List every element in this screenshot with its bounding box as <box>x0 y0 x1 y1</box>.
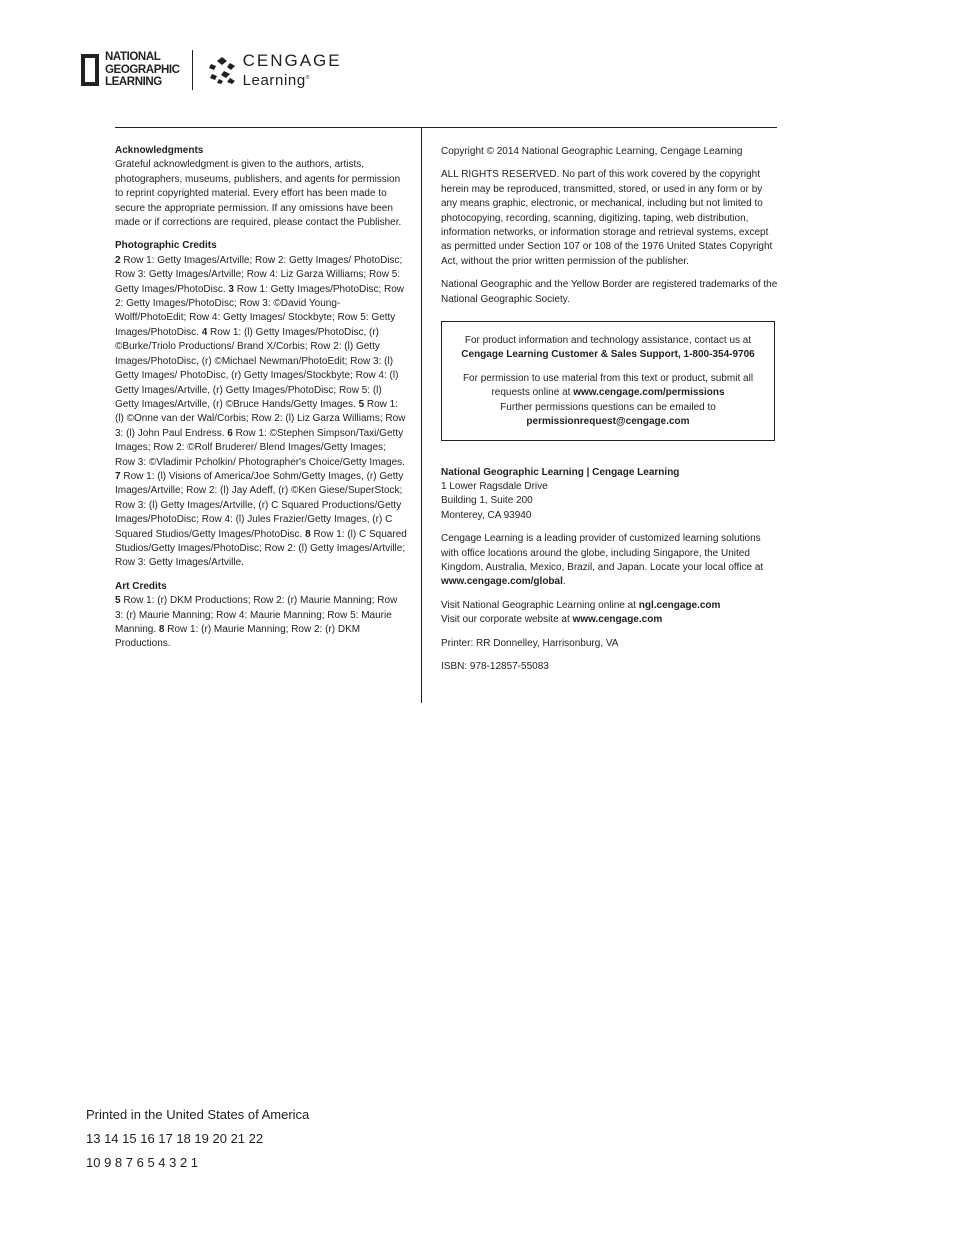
permission-request <box>452 372 764 401</box>
permissions-box <box>441 321 775 440</box>
global-office-link[interactable]: www.cengage.com/global <box>441 576 563 588</box>
email-line <box>452 415 764 429</box>
acknowledgments-section <box>115 144 407 230</box>
credit-text: Row 1: (r) DKM Productions; Row 2: (r) Maurie Manning; Row 3: (r) Maurie Manning; Row 4: Maurie Manning; Row 5: Maurie Manning. <box>115 595 398 635</box>
permission-text: For permission to use material from this text or product, submit all requests online at <box>462 372 754 399</box>
address-line: 1 Lower Ragsdale Drive <box>441 480 548 492</box>
further-questions: Further permissions questions can be emailed to <box>500 401 716 413</box>
isbn-line: ISBN: 978-12857-55083 <box>441 660 549 672</box>
credit-page-number: 6 <box>227 427 233 439</box>
yellow-border-icon <box>81 54 99 86</box>
publisher-logo <box>81 48 342 92</box>
credit-text: Row 1: (l) Getty Images/PhotoDisc, (r) ©Burke/Triolo Productions/ Brand X/Corbis; Row 2: (l) Getty Images/PhotoDisc, (r) ©Michael Newman/PhotoEdit; Row 3: (l) Getty Images/ PhotoDisc, (r) Getty Images/Stockbyte; Row 4: (l) Getty Images/Artville, (r) Getty Images/PhotoDisc; Row 5: (l) Getty Images/Artville, (r) ©Bruce Hands/Getty Images. <box>115 326 399 410</box>
print-years: 13 14 15 16 17 18 19 20 21 22 <box>86 1131 264 1146</box>
credit-page-number: 4 <box>201 326 208 338</box>
visit-corporate <box>441 613 781 627</box>
cengage-wordmark <box>243 52 342 89</box>
credit-text: Row 1: (r) Maurie Manning; Row 2: (r) DKM Productions. <box>115 624 361 650</box>
column-rule <box>421 127 422 703</box>
credit-page-number: 8 <box>305 528 311 540</box>
printing-info <box>86 1103 309 1175</box>
art-credits-section <box>115 580 407 652</box>
corporate-link[interactable]: www.cengage.com <box>572 614 663 626</box>
credit-text: Row 1: (l) Visions of America/Joe Sohm/Getty Images, (r) Getty Images/Artville; Row 2: (l) Jay Adeff, (r) ©Ken Giese/SuperStock; Row 3: (l) Getty Images/Artville, (r) C Squared Productions/Getty Images/PhotoDisc; Row 4: (l) Jules Frazier/Getty Images, (r) C Squared Studios/Getty Images/PhotoDisc. <box>115 470 404 540</box>
publisher-name <box>441 466 781 480</box>
copyright-column <box>441 145 781 674</box>
credit-text: Row 1: Getty Images/Artville; Row 2: Getty Images/ PhotoDisc; Row 3: Getty Images/Artville; Row 4: Liz Garza Williams; Row 5: Getty Images/PhotoDisc. <box>115 254 403 295</box>
credits-column <box>115 144 407 652</box>
permission-email-link[interactable]: permissionrequest@cengage.com <box>526 416 690 428</box>
ng-line: GEOGRAPHIC <box>105 63 180 76</box>
trademark-notice: National Geographic and the Yellow Border are registered trademarks of the National Geographic Society. <box>441 279 778 305</box>
support-line <box>452 348 764 362</box>
address-line: Building 1, Suite 200 <box>441 495 533 507</box>
publisher-org-b: Cengage Learning <box>592 466 680 478</box>
credit-page-number: 8 <box>158 624 165 635</box>
address-line: Monterey, CA 93940 <box>441 509 532 521</box>
printed-in: Printed in the United States of America <box>86 1107 310 1122</box>
national-geographic-wordmark <box>105 51 180 89</box>
art-credits-heading: Art Credits <box>115 580 167 592</box>
publisher-separator: | <box>583 466 593 478</box>
product-info-text: For product information and technology assistance, contact us at <box>464 335 752 347</box>
about-cengage <box>441 532 781 590</box>
credit-text: Row 1: Getty Images/PhotoDisc; Row 2: Getty Images/PhotoDisc; Row 3: ©David Young-Wolff/PhotoEdit; Row 4: Getty Images/ Stockbyte; Row 5: Getty Images/PhotoDisc. <box>115 283 405 338</box>
credit-page-number: 7 <box>115 470 121 482</box>
photo-credits-body <box>115 254 407 571</box>
rights-reserved: ALL RIGHTS RESERVED. No part of this work covered by the copyright herein may be reproduced, transmitted, stored, or used in any form or by any means graphic, electronic, or mechanical, including but not limited to photocopying, recording, scanning, digitizing, taping, web distribution, information networks, or information storage and retrieval systems, except as permitted under Section 107 or 108 of the 1976 United States Copyright Act, without the prior written permission of the publisher. <box>441 169 773 267</box>
registered-mark: ® <box>305 74 311 81</box>
copyright-line: Copyright © 2014 National Geographic Learning, Cengage Learning <box>441 146 743 157</box>
credit-page-number: 5 <box>358 398 365 410</box>
visit-ngl-text: Visit National Geographic Learning online at <box>441 599 639 611</box>
art-credits-body <box>115 594 407 652</box>
cengage-learning-text: Learning <box>242 71 306 89</box>
credit-page-number: 3 <box>228 283 234 295</box>
credit-text: Row 1: (l) C Squared Studios/Getty Images/PhotoDisc; Row 2: (l) Getty Images/Artville; Row 3: Getty Images/Artville. <box>115 528 407 569</box>
ng-line: NATIONAL <box>105 51 161 64</box>
cengage-swirl-icon <box>206 54 238 86</box>
credit-page-number: 5 <box>115 595 121 607</box>
acknowledgments-body: Grateful acknowledgment is given to the authors, artists, photographers, museums, publishers, and agents for permission to reprint copyrighted material. Every effort has been made to secure the appropriate permission. If any omissions have been made or if corrections are required, please contact the Publisher. <box>115 159 402 229</box>
logo-divider <box>192 50 193 90</box>
credit-page-number: 2 <box>115 254 121 266</box>
photo-credits-section <box>115 239 407 570</box>
photo-credits-heading: Photographic Credits <box>115 240 217 252</box>
impression-line: 10 9 8 7 6 5 4 3 2 1 <box>86 1155 199 1170</box>
support-contact: Cengage Learning Customer & Sales Support, 1-800-354-9706 <box>461 349 755 361</box>
ngl-link[interactable]: ngl.cengage.com <box>638 599 721 611</box>
visit-corp-text: Visit our corporate website at <box>441 614 573 626</box>
about-end: . <box>562 576 566 588</box>
cengage-learning <box>243 70 342 89</box>
ng-line: LEARNING <box>105 76 162 89</box>
about-text: Cengage Learning is a leading provider of customized learning solutions with office locations around the globe, including Singapore, the United Kingdom, Australia, Mexico, Brazil, and Japan. Locate your local office at <box>441 533 764 573</box>
cengage-name: CENGAGE <box>242 50 342 70</box>
acknowledgments-heading: Acknowledgments <box>115 145 204 156</box>
credit-text: Row 1: (l) ©Onne van der Wal/Corbis; Row 2: (l) Liz Garza Williams; Row 3: (l) John Paul Endress. <box>115 398 406 439</box>
publisher-org-a: National Geographic Learning <box>441 466 584 478</box>
permissions-link[interactable]: www.cengage.com/permissions <box>573 387 725 399</box>
credit-text: Row 1: ©Stephen Simpson/Taxi/Getty Images; Row 2: ©Rolf Bruderer/ Blend Images/Getty Images; Row 3: ©Vladimir Pcholkin/ Photographer's Choice/Getty Images. <box>115 427 405 468</box>
visit-ngl <box>441 599 781 613</box>
printer-line: Printer: RR Donnelley, Harrisonburg, VA <box>441 637 619 649</box>
top-rule <box>115 127 777 128</box>
